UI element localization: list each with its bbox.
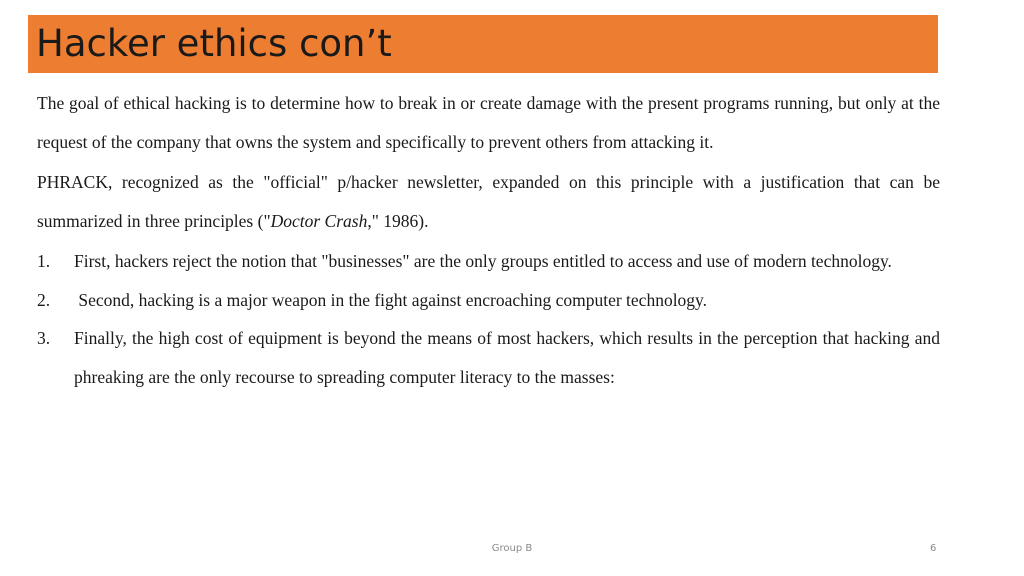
page-number: 6	[930, 543, 937, 554]
slide-content	[37, 84, 940, 396]
list-item-number: 1.	[37, 251, 51, 271]
paragraph-phrack	[37, 163, 940, 240]
title-bar	[28, 15, 938, 73]
list-item	[37, 242, 940, 281]
slide-title: Hacker ethics con’t	[36, 22, 392, 65]
paragraph-phrack-italic: Doctor Crash	[270, 210, 368, 231]
list-item	[37, 319, 940, 396]
footer-group-label: Group B	[491, 543, 533, 554]
list-item-text: Second, hacking is a major weapon in the fight against encroaching computer technology.	[74, 289, 708, 310]
paragraph-ethical-hacking: The goal of ethical hacking is to determine how to break in or create damage with the present programs running, but only at the request of the company that owns the system and specifically to prevent others from attacking it.	[37, 93, 940, 152]
paragraph-phrack-after: ," 1986).	[367, 210, 429, 231]
paragraph-phrack-before: PHRACK, recognized as the "official" p/hacker newsletter, expanded on this principle with a justification that can be summarized in three principles ("	[37, 172, 940, 231]
list-item	[37, 281, 940, 320]
list-item-text: Finally, the high cost of equipment is beyond the means of most hackers, which results in the perception that hacking and phreaking are the only recourse to spreading computer literacy to the masses:	[74, 328, 940, 387]
principles-list	[37, 242, 940, 396]
list-item-number: 2.	[37, 289, 51, 310]
list-item-number: 3.	[37, 328, 51, 348]
list-item-text: First, hackers reject the notion that "businesses" are the only groups entitled to access and use of modern technology.	[74, 251, 892, 271]
